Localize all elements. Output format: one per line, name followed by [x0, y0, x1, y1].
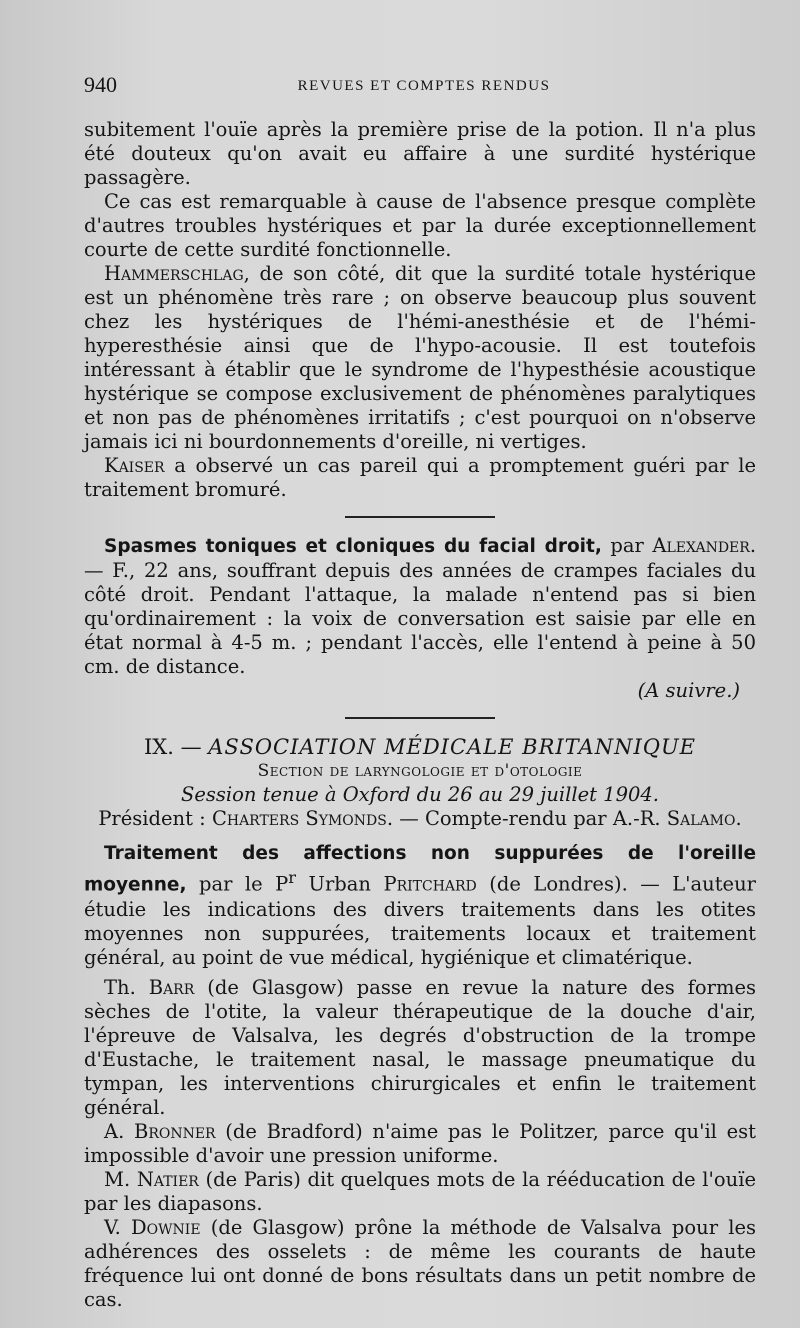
section-title — [84, 735, 756, 759]
president-label: Président : — [98, 807, 212, 830]
page-body — [84, 118, 756, 1312]
president-name: Charters Symonds — [211, 807, 387, 830]
report-end: . — [735, 807, 742, 830]
paragraph-text: (de Glasgow) prône la méthode de Valsalva pour les adhérences des osselets : de même les courants de haute fréquence lui ont donné de bons résultats dans un petit nombre de cas. — [84, 1215, 756, 1311]
paragraph-text: (de Bradford) n'aime pas le Politzer, parce qu'il est impossible d'avoir une pression uniforme. — [84, 1119, 756, 1167]
paragraph-remarquable: Ce cas est remarquable à cause de l'absence presque complète d'autres troubles hystériques et par la durée exceptionnellement courte de cette surdité fonctionnelle. — [84, 190, 756, 261]
given-name: Urban — [296, 872, 384, 896]
paragraph-continued: subitement l'ouïe après la première prise de la potion. Il n'a plus été douteux qu'on avait eu affaire à une surdité hystérique passagère. — [84, 118, 756, 189]
article-spasmes — [84, 534, 756, 679]
page-header — [84, 72, 764, 106]
paragraph-downie — [84, 1216, 756, 1312]
paragraph-hammerschlag — [84, 262, 756, 454]
paragraph-bronner — [84, 1120, 756, 1168]
author-name: Kaiser — [104, 454, 165, 477]
paragraph-natier — [84, 1168, 756, 1216]
paragraph-text: (de Paris) dit quelques mots de la rééducation de l'ouïe par les diapasons. — [84, 1167, 756, 1215]
report-label: . — Compte-rendu par A.-R. — [386, 807, 667, 830]
paragraph-kaiser — [84, 454, 756, 502]
reporter-name: Salamo — [666, 807, 736, 830]
paragraph-text: (de Glasgow) passe en revue la nature des formes sèches de l'otite, la valeur thérapeutique de la douche d'air, l'épreuve de Valsalva, les degrés d'obstruction de la trompe d'Eustache, le traitement nasal, le massage pneumatique du tympan, les interventions chirurgicales et enfin le traitement général. — [84, 975, 756, 1119]
author-name: Barr — [148, 975, 195, 999]
title-superscript: r — [288, 868, 297, 887]
initial: A. — [104, 1119, 134, 1143]
initial: V. — [104, 1215, 132, 1239]
article-text: . — F., 22 ans, souffrant depuis des années de crampes faciales du côté droit. Pendant l'attaque, la malade n'entend pas si bien qu'ordinairement : la voix de conversation est saisie par elle en état normal à 4-5 m. ; pendant l'accès, elle l'entend à peine à 50 cm. de distance. — [84, 534, 757, 678]
author-name: Alexander — [652, 534, 750, 557]
article-traitement — [84, 841, 756, 970]
section-number: IX. — — [143, 735, 209, 759]
section-heading — [84, 735, 756, 831]
article-title: Spasmes toniques et cloniques du facial droit, — [104, 536, 602, 557]
paragraph-barr — [84, 976, 756, 1120]
running-title: REVUES ET COMPTES RENDUS — [297, 78, 551, 94]
page-number: 940 — [84, 72, 117, 97]
president-line — [84, 807, 756, 831]
author-name: Pritchard — [383, 872, 477, 896]
article-text: (de Londres). — L'auteur étudie les indications des divers traitements dans les otites moyennes non suppurées, traitements locaux et traitement général, au point de vue médical, hygiénique et climatérique. — [84, 872, 756, 969]
separator-rule — [345, 516, 495, 518]
initial: Th. — [104, 975, 149, 999]
separator-rule — [345, 717, 495, 719]
article-by: par — [601, 534, 653, 557]
author-name: Downie — [131, 1215, 201, 1239]
author-name: Natier — [136, 1167, 199, 1191]
article-title: Traitement des affections non suppurées de l'oreille moyenne, — [84, 843, 756, 896]
to-be-continued — [84, 679, 756, 703]
paragraph-text: a observé un cas pareil qui a promptement guéri par le traitement bromuré. — [84, 454, 756, 501]
author-name: Hammerschlag — [104, 262, 244, 285]
paragraph-text: , de son côté, dit que la surdité totale hystérique est un phénomène très rare ; on observe beaucoup plus souvent chez les hystériques de l'hémi-anesthésie et de l'hémi-hyperesthésie ainsi que de l'hypo-acousie. Il est toutefois intéressant à établir que le syndrome de l'hypesthésie acoustique hystérique se compose exclusivement de phénomènes paralytiques et non pas de phénomènes irritatifs ; c'est pourquoi on n'observe jamais ici ni bourdonnements d'oreille, ni vertiges. — [84, 262, 756, 453]
suivre-text: (A suivre.) — [637, 679, 740, 702]
initial: M. — [104, 1167, 137, 1191]
section-name: ASSOCIATION MÉDICALE BRITANNIQUE — [208, 735, 697, 759]
section-subtitle: Section de laryngologie et d'otologie — [257, 761, 583, 781]
article-by: par le P — [186, 872, 289, 896]
author-name: Bronner — [133, 1119, 216, 1143]
session-line: Session tenue à Oxford du 26 au 29 juillet 1904. — [180, 783, 659, 806]
